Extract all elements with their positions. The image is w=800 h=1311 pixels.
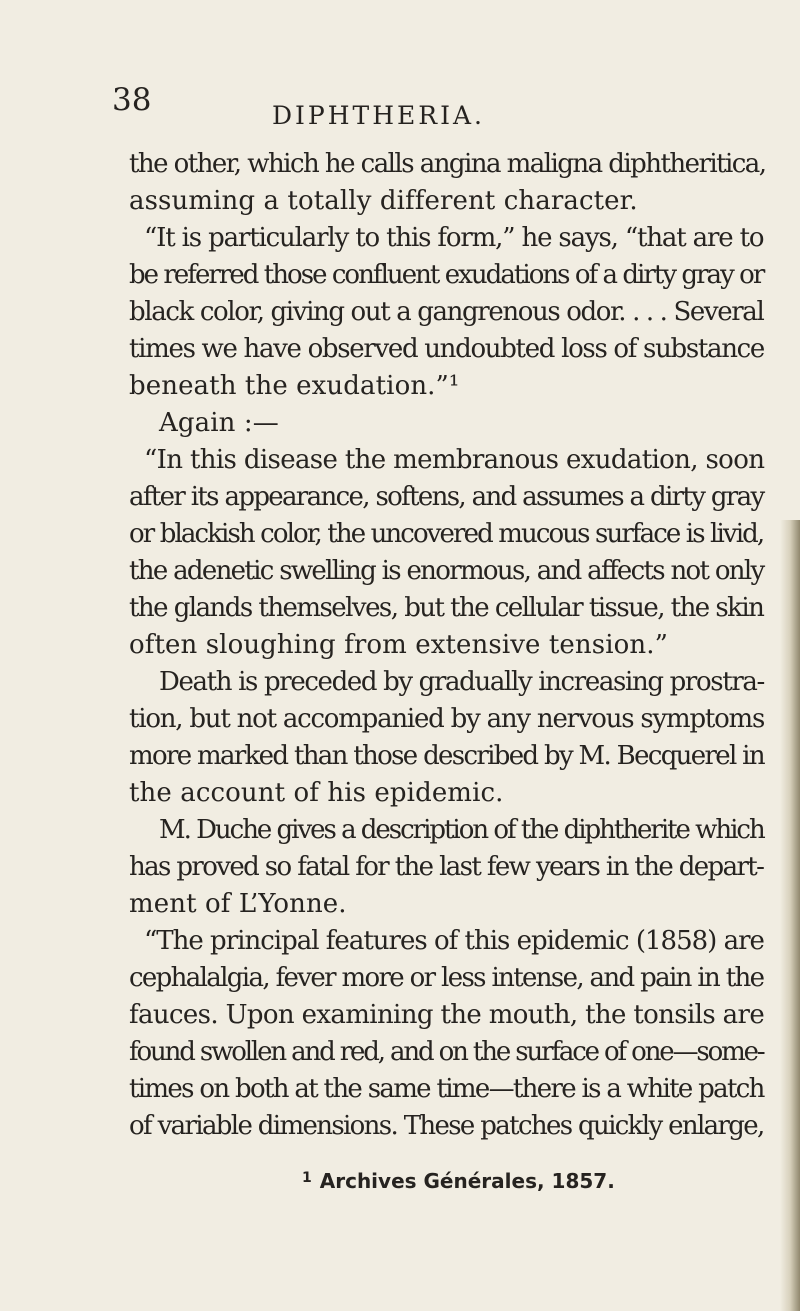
text-line: fauces. Upon examining the mouth, the tonsils are [129, 1000, 765, 1030]
text-line: often sloughing from extensive tension.” [129, 630, 668, 660]
text-line: of variable dimensions. These patches quickly enlarge, [129, 1111, 764, 1141]
text-line: found swollen and red, and on the surface of one—some- [129, 1037, 764, 1067]
text-line: has proved so fatal for the last few years in the depart- [129, 852, 764, 882]
text-line: beneath the exudation.”¹ [129, 371, 460, 401]
text-line: the account of his epidemic. [129, 778, 504, 808]
text-line: times we have observed undoubted loss of substance [129, 334, 764, 364]
footnote [302, 1166, 615, 1193]
text-line: or blackish color, the uncovered mucous surface is livid, [129, 519, 764, 549]
page-number: 38 [112, 82, 152, 118]
text-line: Again :— [159, 408, 279, 438]
text-line: ment of L’Yonne. [129, 889, 347, 919]
text-line: the other, which he calls angina maligna diphtheritica, [129, 149, 766, 179]
footnote-text: Archives Générales, 1857. [319, 1169, 615, 1193]
text-line: times on both at the same time—there is a white patch [129, 1074, 764, 1104]
text-line: the glands themselves, but the cellular tissue, the skin [129, 593, 764, 623]
text-line: “In this disease the membranous exudation, soon [144, 445, 765, 475]
text-line: tion, but not accompanied by any nervous symptoms [129, 704, 765, 734]
footnote-mark: 1 [302, 1170, 312, 1186]
running-head: DIPHTHERIA. [272, 101, 485, 130]
text-line: “It is particularly to this form,” he says, “that are to [144, 223, 764, 253]
text-line: Death is preceded by gradually increasing prostra- [159, 667, 764, 697]
text-line: M. Duche gives a description of the diphtherite which [159, 815, 764, 845]
text-line: be referred those confluent exudations of a dirty gray or [129, 260, 764, 290]
text-line: black color, giving out a gangrenous odor. . . . Several [129, 297, 764, 327]
text-line: the adenetic swelling is enormous, and affects not only [129, 556, 764, 586]
text-line: assuming a totally different character. [129, 186, 638, 216]
text-line: after its appearance, softens, and assumes a dirty gray [129, 482, 764, 512]
text-line: more marked than those described by M. Becquerel in [129, 741, 764, 771]
text-line: “The principal features of this epidemic (1858) are [144, 926, 764, 956]
text-line: cephalalgia, fever more or less intense, and pain in the [129, 963, 764, 993]
page-edge-shadow [780, 520, 800, 1311]
